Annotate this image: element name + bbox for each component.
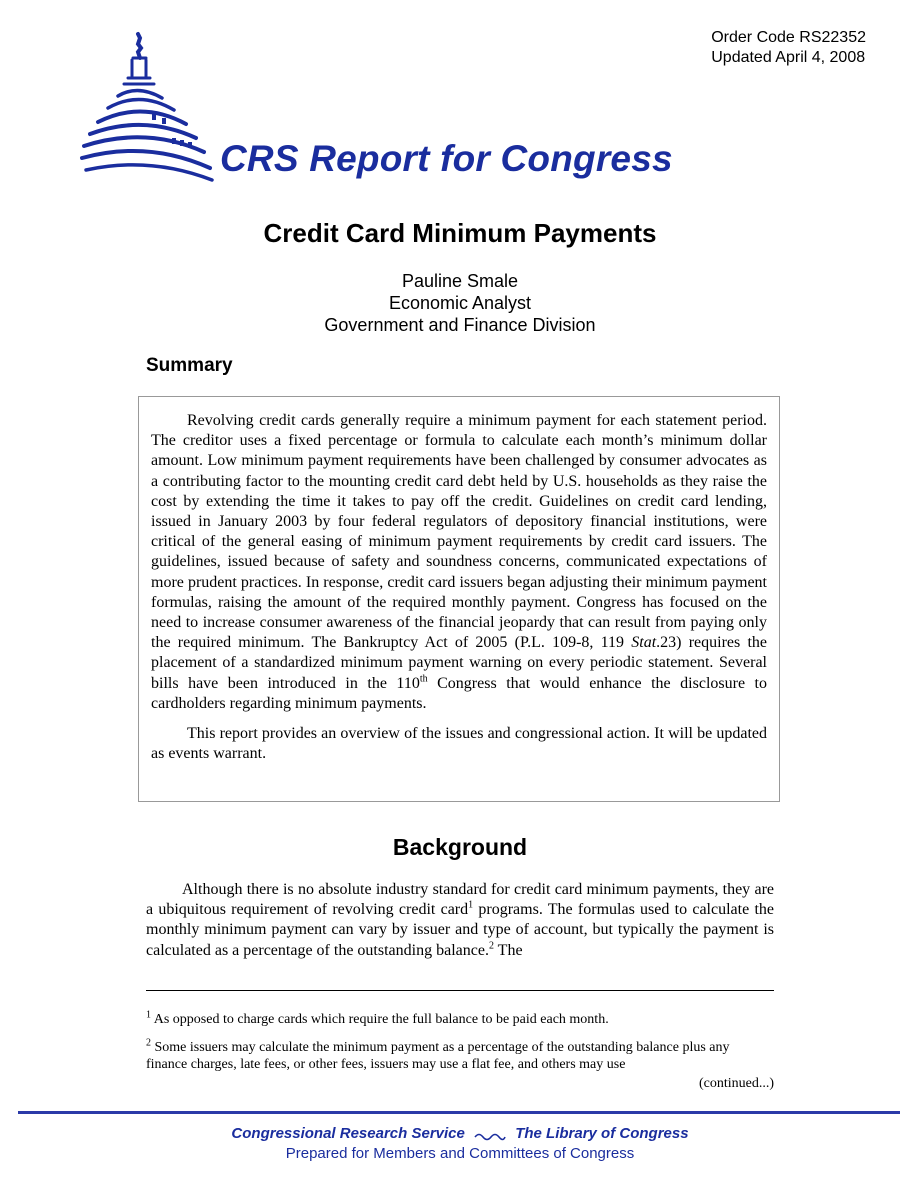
- background-paragraph: Although there is no absolute industry standard for credit card minimum payments, they are a ubiquitous requirement of revolving credit card$^1$ programs. The formulas used to calculate the monthly minimum payment can vary by issuer and type of account, but typically the payment is calculated as a percentage of the outstanding balance.$^2$ The: [146, 881, 774, 959]
- summary-heading: Summary: [146, 355, 233, 376]
- footer-org: Congressional Research Service: [231, 1125, 465, 1142]
- footnote-2: $^2$ Some issuers may calculate the minimum payment as a percentage of the outstanding balance plus any finance charges, late fees, or other fees, issuers may use a flat fee, and others may use: [146, 1037, 730, 1072]
- footer-library: The Library of Congress: [515, 1125, 689, 1142]
- footnote-divider: [146, 990, 774, 991]
- author-name: Pauline Smale: [401, 271, 519, 291]
- author-block: [0, 270, 920, 336]
- order-code: Order Code RS22352: [711, 29, 866, 46]
- report-title: Credit Card Minimum Payments: [263, 218, 657, 248]
- updated-date: Updated April 4, 2008: [711, 49, 866, 66]
- ornament-icon: [473, 1129, 507, 1139]
- brand-title: CRS Report for Congress: [220, 138, 673, 179]
- summary-paragraph-1: Revolving credit cards generally require a minimum payment for each statement period. The creditor uses a fixed percentage or formula to calculate each month’s minimum dollar amount. Low minimum payment requirements have been challenged by consumer advocates as a contributing factor to the mounting credit card debt held by U.S. households as they raise the cost by extending the time it takes to pay off the credit. Guidelines on credit card lending, issued in January 2003 by four federal regulators of depository financial institutions, were critical of the general easing of minimum payment requirements by credit card issuers. The guidelines, issued because of safety and soundness concerns, communicated expectations of more prudent practices. In response, credit card issuers began adjusting their minimum payment formulas, raising the amount of the required monthly payment. Congress has focused on the need to increase consumer awareness of the financial jeopardy that can result from paying only the required minimum. The Bankruptcy Act of 2005 (P.L. 109-8, 119 Stat.23) requires the placement of a standardized minimum payment warning on every periodic statement. Several bills have been introduced in the 110th Congress that would enhance the disclosure to cardholders regarding minimum payments.: [151, 412, 768, 712]
- footnote-ref-1[interactable]: 1: [468, 899, 474, 911]
- author-division: Government and Finance Division: [324, 315, 596, 335]
- footer-org-line: [0, 1125, 920, 1142]
- summary-box: [138, 396, 780, 802]
- footer-prepared: Prepared for Members and Committees of Congress: [285, 1145, 635, 1162]
- summary-paragraph-2: This report provides an overview of the issues and congressional action. It will be updated as events warrant.: [151, 725, 767, 763]
- author-position: Economic Analyst: [388, 293, 532, 313]
- footer-divider: [18, 1111, 900, 1114]
- continued-note: (continued...): [698, 1076, 774, 1091]
- background-heading: Background: [392, 834, 528, 860]
- capitol-dome-icon: [78, 30, 218, 188]
- stat-italic: Stat: [631, 634, 657, 652]
- footnote-ref-2[interactable]: 2: [488, 940, 494, 952]
- order-code-block: [711, 28, 866, 68]
- footnote-1: $^1$ As opposed to charge cards which require the full balance to be paid each month.: [146, 1009, 609, 1027]
